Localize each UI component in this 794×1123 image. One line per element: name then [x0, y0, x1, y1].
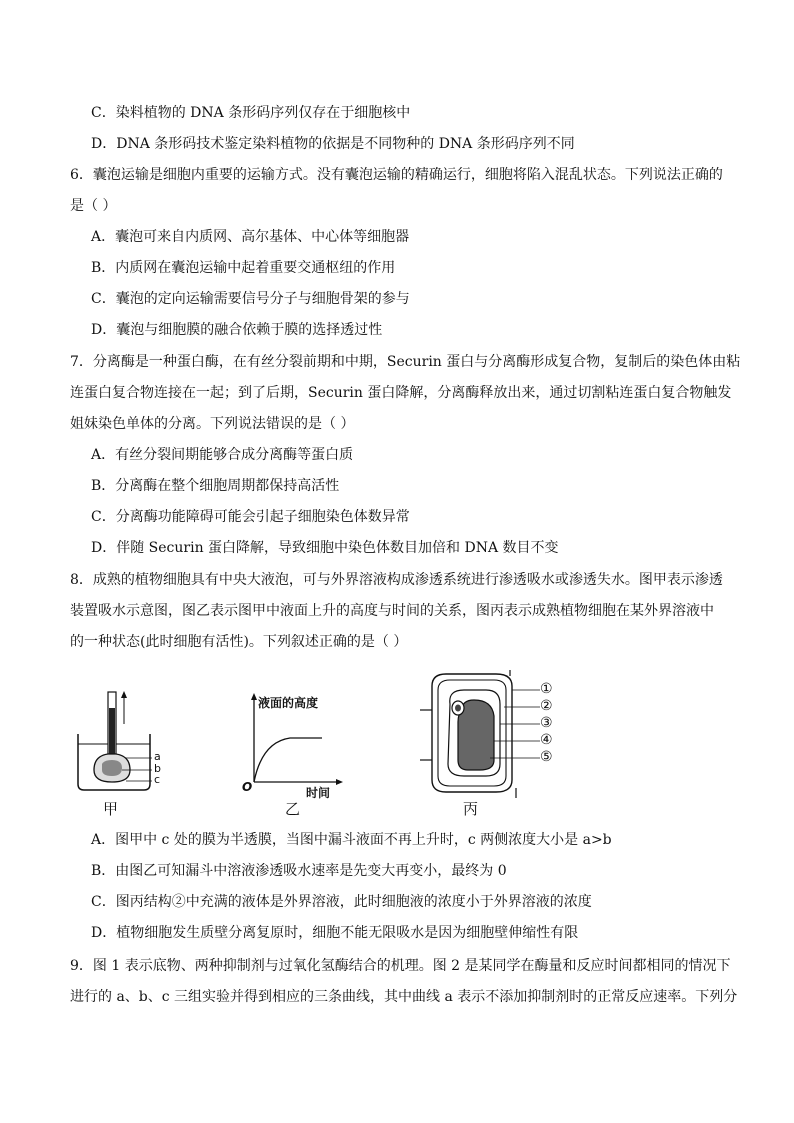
- q8-option-b: B．由图乙可知漏斗中溶液渗透吸水速率是先变大再变小，最终为 0: [91, 863, 507, 879]
- q6-stem-line2: 是（ ）: [70, 198, 117, 214]
- figure-yi-caption: 乙: [285, 800, 301, 818]
- bing-label-1: ①: [540, 681, 553, 697]
- q5-option-c: C．染料植物的 DNA 条形码序列仅存在于细胞核中: [91, 105, 411, 121]
- q7-stem-line2: 连蛋白复合物连接在一起；到了后期，Securin 蛋白降解，分离酶释放出来，通过切割粘连蛋白复合物触发: [70, 385, 732, 401]
- figure-jia: [60, 686, 180, 796]
- q6-option-a: A．囊泡可来自内质网、高尔基体、中心体等细胞器: [91, 229, 410, 245]
- q8-stem-line1: 8．成熟的植物细胞具有中央大液泡，可与外界溶液构成渗透系统进行渗透吸水或渗透失水。图甲表示渗透: [70, 572, 723, 588]
- q6-option-b: B．内质网在囊泡运输中起着重要交通枢纽的作用: [91, 260, 396, 276]
- q6-stem-line1: 6．囊泡运输是细胞内重要的运输方式。没有囊泡运输的精确运行，细胞将陷入混乱状态。下列说法正确的: [70, 167, 723, 183]
- jia-label-c: c: [154, 773, 161, 786]
- q6-option-d: D．囊泡与细胞膜的融合依赖于膜的选择透过性: [91, 322, 383, 338]
- bing-label-5: ⑤: [540, 749, 553, 765]
- q7-option-c: C．分离酶功能障碍可能会引起子细胞染色体数异常: [91, 509, 410, 525]
- q8-option-c: C．图丙结构②中充满的液体是外界溶液，此时细胞液的浓度小于外界溶液的浓度: [91, 894, 592, 910]
- bing-label-4: ④: [540, 732, 553, 748]
- figure-yi: [240, 690, 350, 800]
- yi-origin: O: [242, 780, 253, 794]
- bing-label-3: ③: [540, 715, 553, 731]
- yi-ylabel: 液面的高度: [258, 696, 319, 710]
- q8-option-d: D．植物细胞发生质壁分离复原时，细胞不能无限吸水是因为细胞壁伸缩性有限: [91, 925, 579, 941]
- q7-option-d: D．伴随 Securin 蛋白降解，导致细胞中染色体数目加倍和 DNA 数目不变: [91, 540, 559, 556]
- q5-option-d: D．DNA 条形码技术鉴定染料植物的依据是不同物种的 DNA 条形码序列不同: [91, 136, 575, 152]
- q7-stem-line1: 7．分离酶是一种蛋白酶，在有丝分裂前期和中期，Securin 蛋白与分离酶形成复合物，复制后的染色体由粘: [70, 354, 741, 370]
- q8-stem-line3: 的一种状态(此时细胞有活性)。下列叙述正确的是（ ）: [70, 634, 408, 650]
- q7-option-a: A．有丝分裂间期能够合成分离酶等蛋白质: [91, 447, 354, 463]
- q6-option-c: C．囊泡的定向运输需要信号分子与细胞骨架的参与: [91, 291, 410, 307]
- jia-label-a: a: [154, 750, 161, 763]
- figure-bing-caption: 丙: [463, 800, 479, 818]
- figure-jia-caption: 甲: [103, 800, 119, 818]
- yi-xlabel: 时间: [306, 786, 331, 800]
- q8-stem-line2: 装置吸水示意图，图乙表示图甲中液面上升的高度与时间的关系，图丙表示成熟植物细胞在某外界溶液中: [70, 603, 714, 619]
- q9-stem-line1: 9．图 1 表示底物、两种抑制剂与过氧化氢酶结合的机理。图 2 是某同学在酶量和反应时间都相同的情况下: [70, 958, 731, 974]
- q8-option-a: A．图甲中 c 处的膜为半透膜，当图中漏斗液面不再上升时，c 两侧浓度大小是 a>b: [91, 832, 612, 848]
- bing-label-2: ②: [540, 698, 553, 714]
- q9-stem-line2: 进行的 a、b、c 三组实验并得到相应的三条曲线，其中曲线 a 表示不添加抑制剂时的正常反应速率。下列分: [70, 989, 738, 1005]
- q7-stem-line3: 姐妹染色单体的分离。下列说法错误的是（ ）: [70, 416, 355, 432]
- q7-option-b: B．分离酶在整个细胞周期都保持高活性: [91, 478, 340, 494]
- jia-label-b: b: [154, 762, 161, 775]
- figure-bing: [420, 670, 570, 798]
